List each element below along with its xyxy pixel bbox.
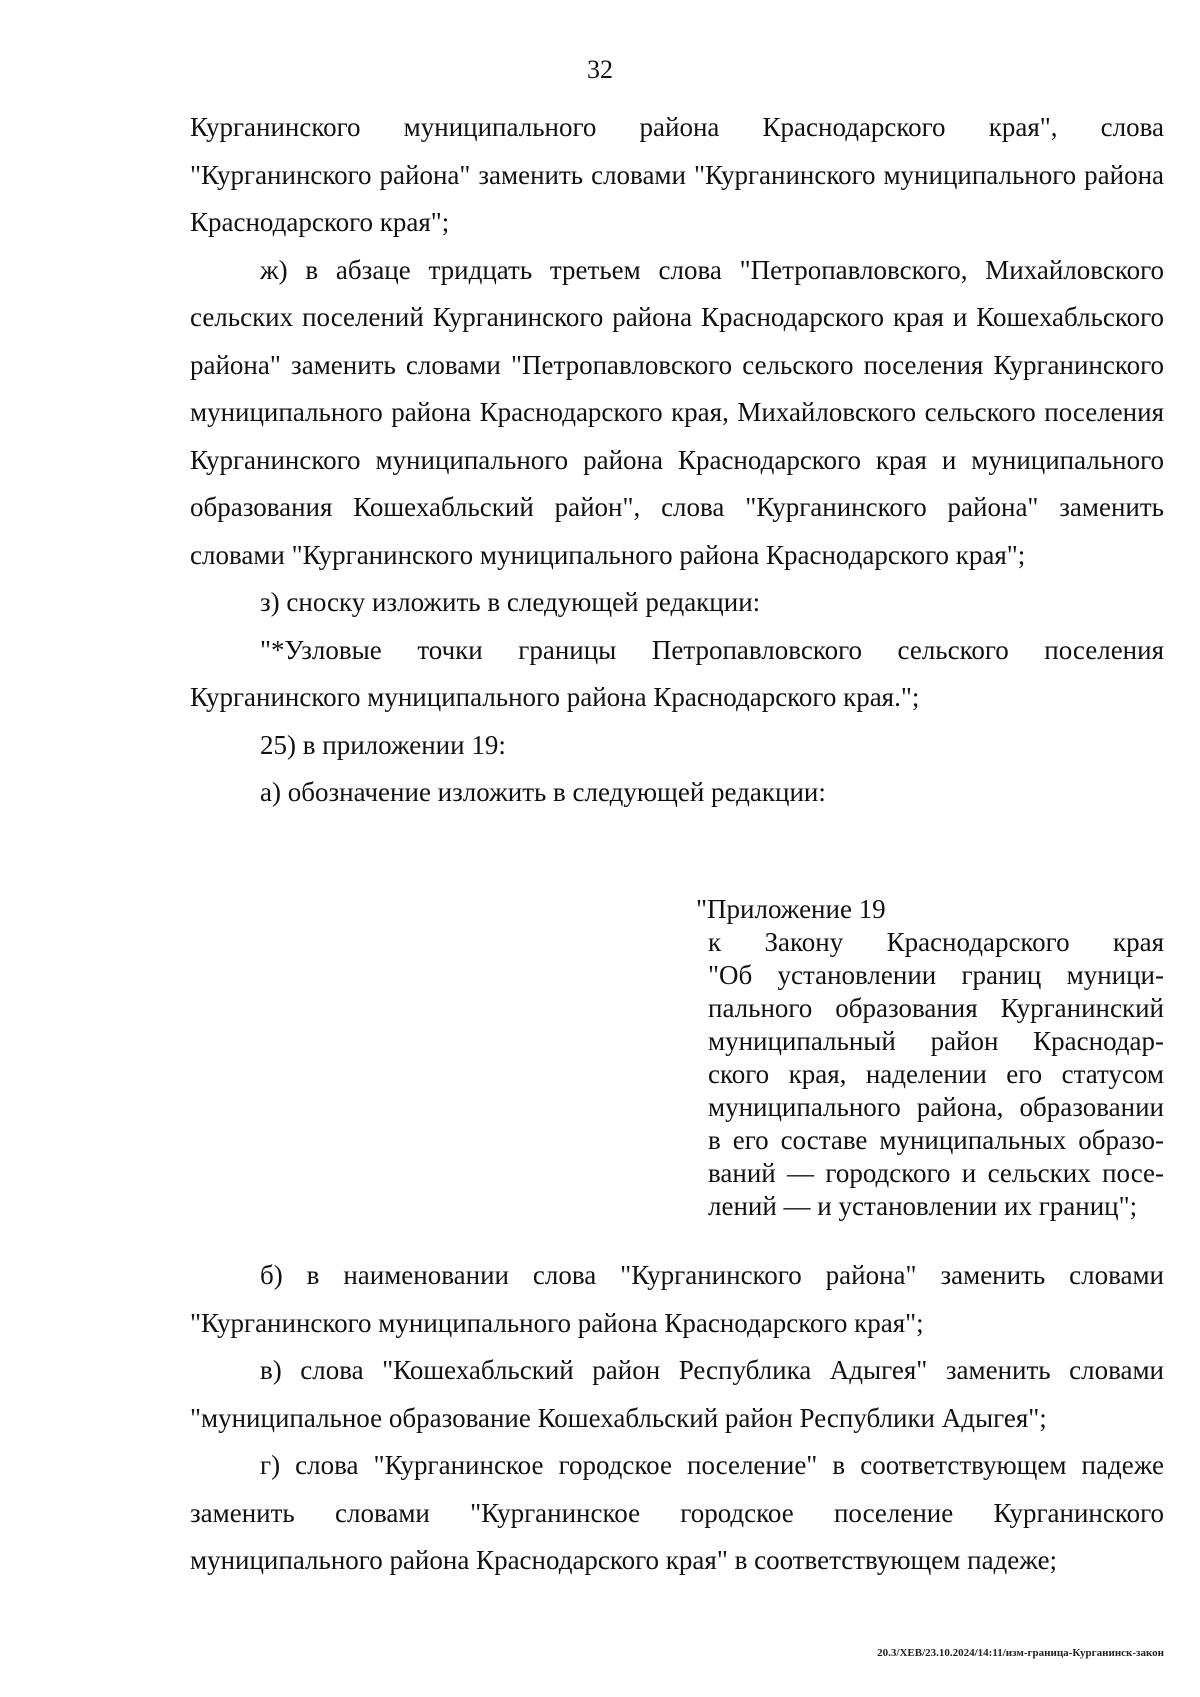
appendix-title: "Приложение 19 bbox=[696, 894, 886, 924]
paragraph-v: в) слова "Кошехабльский район Республика Адыгея" заменить словами "муниципальное образование Кошехабльский район Республики Адыгея"; bbox=[190, 1355, 1164, 1433]
paragraph-b: б) в наименовании слова "Курганинского района" заменить словами "Курганинского муниципального района Краснодарского края"; bbox=[190, 1260, 1164, 1338]
paragraph-zh: ж) в абзаце тридцать третьем слова "Петропавловского, Михайловского сельских поселений Курганинского района Краснодарского края и Кошехабльского района" заменить словами "Петропавловского сельского поселения Курганинского муниципального района Краснодарского края, Михайловского сельского поселения Курганинского муниципального района Краснодарского края и муниципального образования Кошехабльский район", слова "Курганинского района" заменить словами "Курганинского муниципального района Краснодарского края"; bbox=[190, 254, 1164, 570]
page-number: 32 bbox=[587, 55, 613, 84]
appendix-line: лений — и установлении их границ"; bbox=[708, 1191, 1138, 1221]
body-text-bottom bbox=[190, 1252, 1164, 1585]
body-text-top bbox=[190, 104, 1164, 817]
appendix-line: муниципальный район Краснодар- bbox=[708, 1026, 1164, 1056]
appendix-body bbox=[708, 926, 1164, 1223]
appendix-line: ваний — городского и сельских посе- bbox=[708, 1158, 1164, 1188]
paragraph-continuation: Курганинского муниципального района Краснодарского края", слова "Курганинского района" заменить словами "Курганинского муниципального района Краснодарского края"; bbox=[190, 112, 1164, 237]
appendix-line: к Закону Краснодарского края bbox=[708, 927, 1164, 957]
paragraph-footnote: "*Узловые точки границы Петропавловского сельского поселения Курганинского муниципального района Краснодарского края."; bbox=[190, 634, 1164, 712]
document-footer-code: 20.3/ХЕВ/23.10.2024/14:11/изм-граница-Курганинск-закон bbox=[877, 1647, 1164, 1659]
paragraph-a: а) обозначение изложить в следующей редакции: bbox=[260, 777, 826, 807]
appendix-heading-block bbox=[696, 893, 1164, 1223]
paragraph-z: з) сноску изложить в следующей редакции: bbox=[260, 587, 761, 617]
appendix-line: пального образования Курганинский bbox=[708, 993, 1164, 1023]
paragraph-g: г) слова "Курганинское городское поселение" в соответствующем падеже заменить словами "Курганинское городское поселение Курганинского муниципального района Краснодарского края" в соответствующем падеже; bbox=[190, 1450, 1164, 1575]
appendix-line: "Об установлении границ муници- bbox=[708, 960, 1164, 990]
appendix-line: муниципального района, образовании bbox=[708, 1092, 1164, 1122]
paragraph-item-25: 25) в приложении 19: bbox=[260, 729, 506, 760]
appendix-line: в его составе муниципальных образо- bbox=[708, 1125, 1164, 1155]
appendix-line: ского края, наделении его статусом bbox=[708, 1059, 1164, 1089]
